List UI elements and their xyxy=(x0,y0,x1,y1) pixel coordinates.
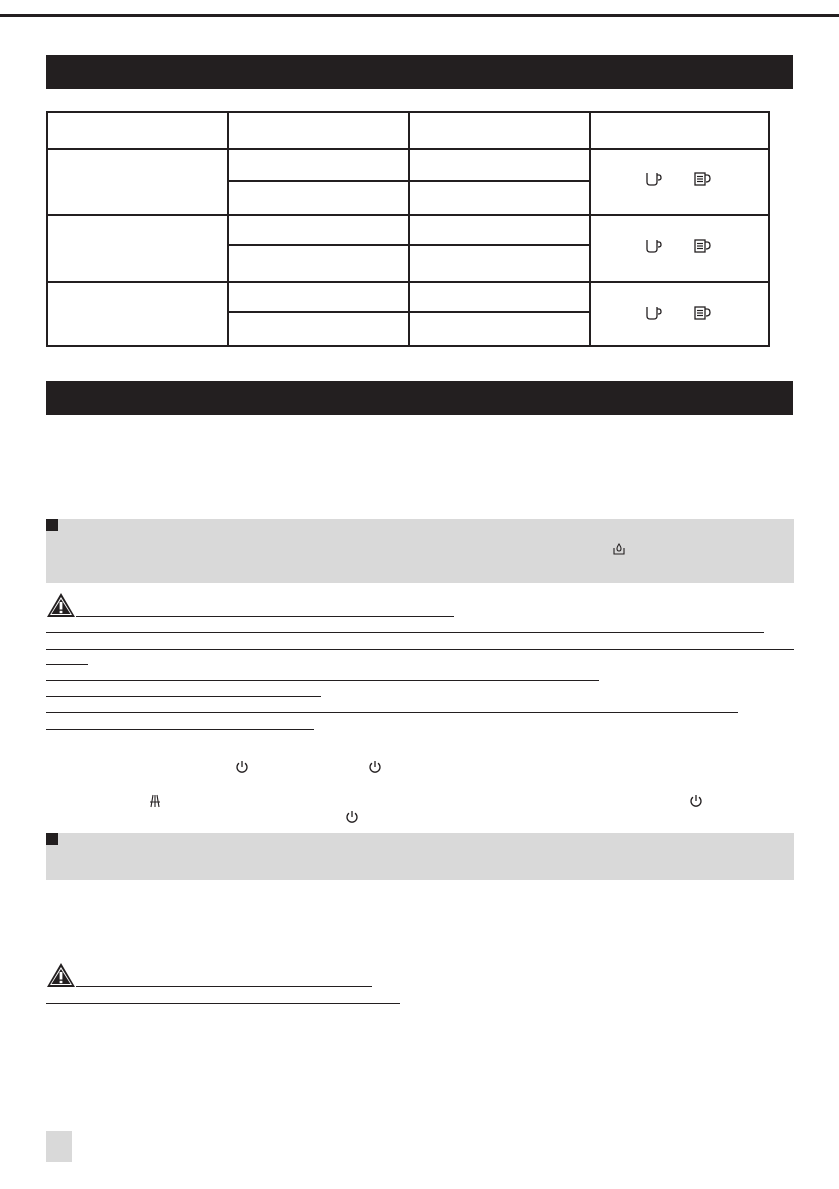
descale-icon xyxy=(612,542,626,556)
note-marker xyxy=(46,833,58,845)
table-row-divider xyxy=(48,148,768,150)
power-icon xyxy=(368,760,382,774)
page-number-box xyxy=(46,1131,72,1162)
note-box xyxy=(46,519,794,583)
warning-icon xyxy=(46,962,76,988)
cup-icon xyxy=(646,172,662,186)
mug-icon xyxy=(694,306,712,320)
warning-title-underline xyxy=(76,616,454,617)
cup-icon xyxy=(646,306,662,320)
note-marker xyxy=(46,519,58,531)
text-underline xyxy=(46,664,88,665)
note-box xyxy=(46,833,794,880)
settings-table xyxy=(46,111,770,347)
section-header-bar xyxy=(46,55,793,89)
mug-icon xyxy=(694,172,712,186)
text-underline xyxy=(46,632,764,633)
table-subrow-divider xyxy=(227,180,591,182)
text-underline xyxy=(46,696,321,697)
top-rule xyxy=(0,14,839,17)
warning-title-underline xyxy=(76,986,372,987)
table-row xyxy=(646,239,712,253)
table-row-divider xyxy=(48,214,768,216)
text-underline xyxy=(46,712,738,713)
steam-icon xyxy=(149,794,161,808)
power-icon xyxy=(689,794,703,808)
text-underline xyxy=(46,729,314,730)
section-header-bar xyxy=(46,381,793,415)
table-subrow-divider xyxy=(227,244,591,246)
table-subrow-divider xyxy=(227,311,591,313)
text-underline xyxy=(46,649,794,650)
mug-icon xyxy=(694,239,712,253)
table-row xyxy=(646,172,712,186)
warning-icon xyxy=(46,592,76,618)
table-row-divider xyxy=(48,281,768,283)
power-icon xyxy=(235,760,249,774)
table-row xyxy=(646,306,712,320)
text-underline xyxy=(46,680,599,681)
text-underline xyxy=(46,1003,400,1004)
cup-icon xyxy=(646,239,662,253)
power-icon xyxy=(345,810,359,824)
